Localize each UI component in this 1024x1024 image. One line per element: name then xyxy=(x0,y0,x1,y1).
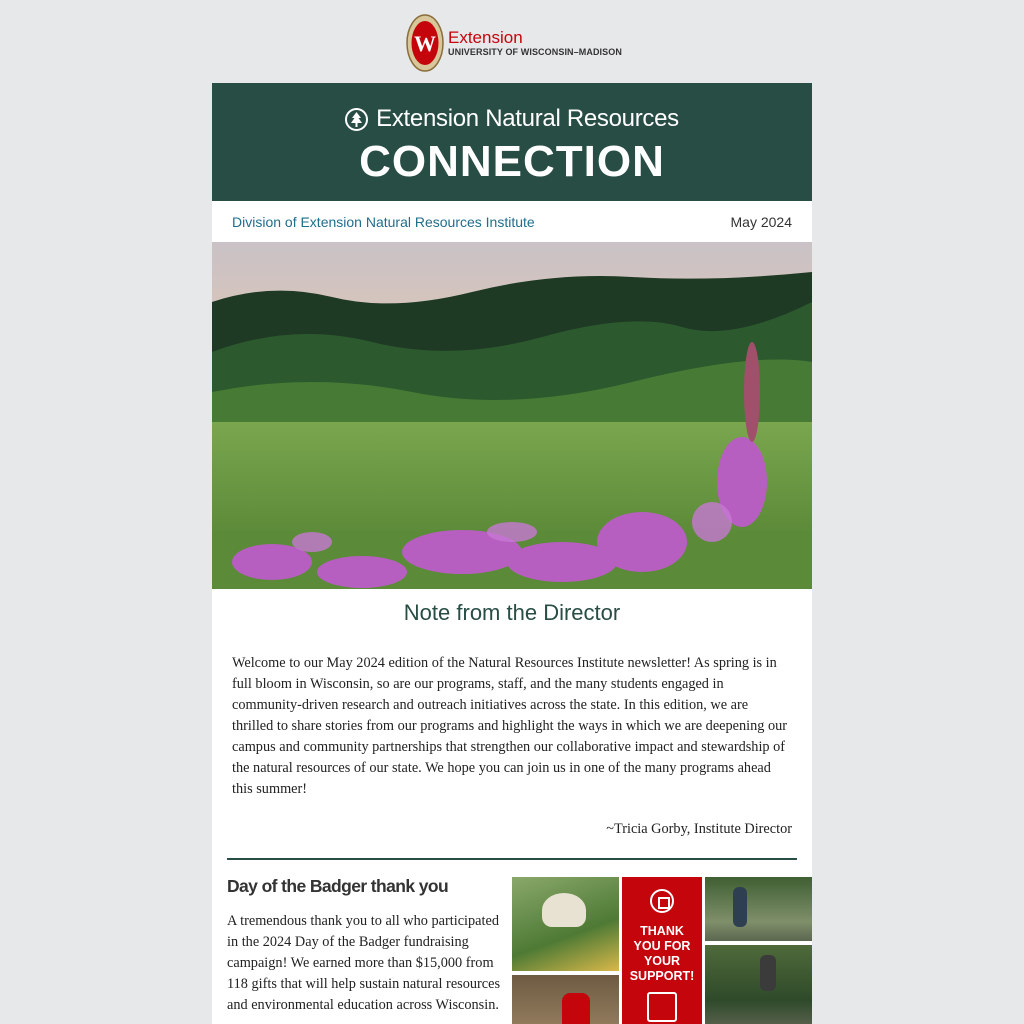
photo-forest-field xyxy=(705,945,812,1024)
photo-person-shape xyxy=(562,993,590,1024)
badger-text-column xyxy=(227,875,502,1016)
note-signature: ~Tricia Gorby, Institute Director xyxy=(606,821,792,837)
banner-title: CONNECTION xyxy=(359,137,665,186)
photo-person-shape xyxy=(733,887,747,927)
hero-image xyxy=(212,242,812,589)
thank-line: THANK xyxy=(640,924,684,938)
pine-tree-icon xyxy=(345,108,368,131)
newsletter-banner xyxy=(212,83,812,201)
issue-date: May 2024 xyxy=(730,213,792,230)
photo-creek-wading xyxy=(705,877,812,941)
thank-you-text xyxy=(622,924,702,984)
note-title: Note from the Director xyxy=(403,600,621,625)
thank-you-card xyxy=(622,877,702,1024)
day-of-badger-logo-icon xyxy=(647,992,677,1022)
division-link[interactable]: Division of Extension Natural Resources Institute xyxy=(232,213,535,230)
photo-person-shape xyxy=(760,955,776,991)
uw-crest-icon xyxy=(406,14,444,72)
thank-line: YOU FOR xyxy=(633,939,691,953)
banner-subtitle: Extension Natural Resources xyxy=(376,105,679,132)
svg-text:W: W xyxy=(414,31,436,56)
badger-photo-collage[interactable] xyxy=(512,877,812,1024)
badger-section xyxy=(212,875,812,1024)
gift-icon xyxy=(650,889,674,913)
newsletter-container xyxy=(212,83,812,1024)
thank-line: SUPPORT! xyxy=(629,969,695,983)
banner-subtitle-row xyxy=(212,105,812,133)
email-top-bar xyxy=(0,0,1024,83)
section-divider xyxy=(227,858,797,860)
note-body: Welcome to our May 2024 edition of the Natural Resources Institute newsletter! As spring is in full bloom in Wisconsin, so are our programs, staff, and the many students engaged in community-driven research and outreach initiatives across the state. In this edition, we are thrilled to share stories from our programs and highlight the ways in which we are deepening our campus and community partnerships that strengthen our collaborative impact and stewardship of the natural resources of our state. We hope you can join us in one of the many programs ahead this summer! xyxy=(232,655,788,797)
brand-subtitle: UNIVERSITY OF WISCONSIN–MADISON xyxy=(448,47,622,57)
meta-row xyxy=(212,201,812,242)
badger-title: Day of the Badger thank you xyxy=(227,876,449,896)
uw-extension-logo[interactable] xyxy=(406,14,622,72)
photo-hat-shape xyxy=(542,893,586,927)
brand-name: Extension xyxy=(448,28,523,47)
logo-text xyxy=(448,29,622,57)
photo-stream-student xyxy=(512,975,619,1024)
thank-line: YOUR xyxy=(643,954,681,968)
badger-body: A tremendous thank you to all who participated in the 2024 Day of the Badger fundraising campaign! We earned more than $15,000 from 118 gifts that will help sustain natural resources and environmental education across Wisconsin. xyxy=(227,913,501,1013)
photo-garden xyxy=(512,877,619,971)
